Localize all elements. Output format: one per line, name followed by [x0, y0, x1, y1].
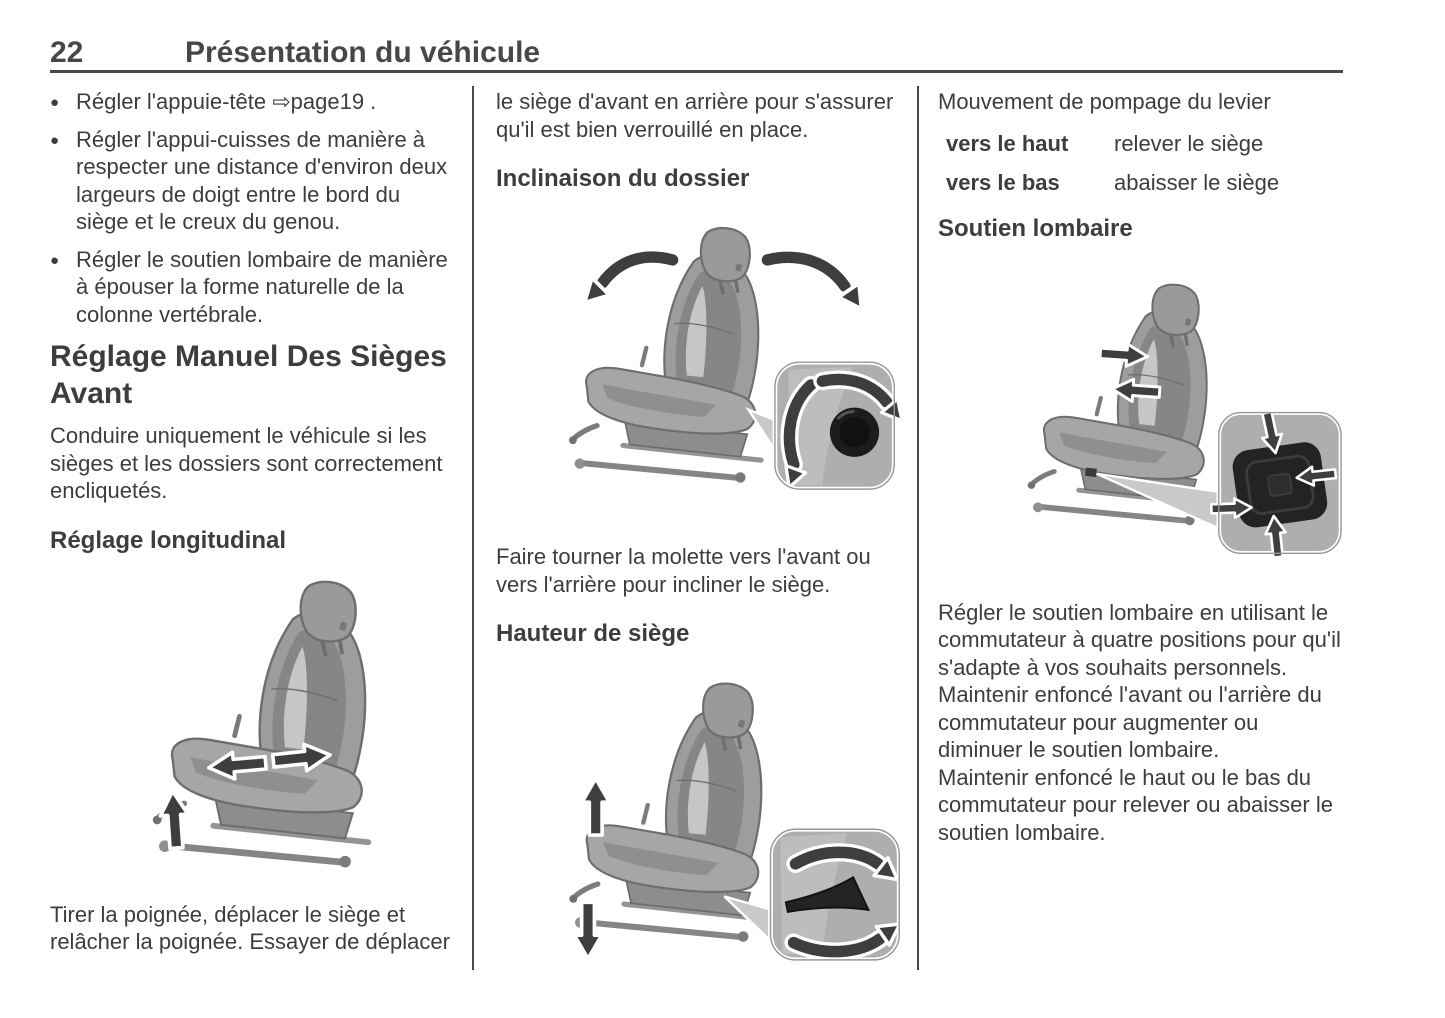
table-cell-result: relever le siège — [1114, 130, 1264, 156]
subheading-height: Hauteur de siège — [496, 620, 690, 647]
table-row — [938, 130, 1344, 158]
subheading-recline: Inclinaison du dossier — [496, 165, 750, 192]
seat-illustration-longitudinal — [120, 571, 450, 881]
lumbar-switch-on-seat — [1085, 467, 1097, 476]
intro-paragraph: Conduire uniquement le véhicule si les sièges et les dossiers sont correctement encliquetés. — [50, 423, 443, 503]
subheading-longitudinal: Réglage longitudinal — [50, 526, 287, 554]
seat-illustration-height — [540, 660, 905, 987]
bullet-text: Régler le soutien lombaire de manière à épouser la forme naturelle de la colonne vertébrale. — [76, 246, 448, 327]
longitudinal-instruction: Tirer la poignée, déplacer le siège et relâcher la poignée. Essayer de déplacer — [50, 901, 450, 954]
bullet-dot-icon: ● — [50, 131, 60, 149]
bullet-text: Régler l'appuie-tête ⇨page19 . — [76, 89, 377, 114]
height-lever-inset — [771, 829, 905, 960]
list-item — [50, 246, 452, 329]
page-number: 22 — [50, 36, 84, 69]
seat-illustration-lumbar — [1000, 257, 1345, 583]
continuation-paragraph: le siège d'avant en arrière pour s'assurer qu'il est bien verrouillé en place. — [496, 89, 894, 142]
seat-recline-graphic — [540, 205, 900, 527]
lever-direction-table — [938, 130, 1344, 197]
header-rule — [50, 70, 1343, 73]
bullet-text: Régler l'appui-cuisses de manière à respecter une distance d'environ deux largeurs de doigt entre le bord du siège et le creux du genou. — [76, 126, 448, 234]
table-cell-action: vers le haut — [946, 130, 1069, 156]
recline-knob-inset — [775, 362, 900, 491]
column-divider — [472, 86, 474, 970]
bullet-dot-icon: ● — [50, 94, 60, 111]
seat-lumbar-graphic — [1000, 257, 1345, 583]
list-item — [50, 126, 452, 236]
lumbar-switch-inset — [1211, 410, 1341, 558]
lumbar-instruction-line: Maintenir enfoncé le haut ou le bas du commutateur pour relever ou abaisser le soutien lombaire. — [938, 764, 1333, 845]
lever-intro: Mouvement de pompage du levier — [938, 89, 1271, 114]
section-heading: Réglage Manuel Des Sièges Avant — [50, 340, 447, 410]
column-middle — [496, 88, 896, 987]
table-cell-action: vers le bas — [946, 170, 1060, 195]
seat-longitudinal-graphic — [120, 571, 450, 881]
up-arrow-icon — [159, 790, 191, 849]
recline-instruction: Faire tourner la molette vers l'avant ou vers l'arrière pour incliner le siège. — [496, 544, 871, 597]
bullet-dot-icon: ● — [50, 251, 60, 269]
adjustment-bullet-list — [50, 88, 452, 328]
page-title: Présentation du véhicule — [185, 36, 541, 69]
seat-illustration-recline — [540, 205, 900, 527]
seat-height-graphic — [540, 660, 905, 987]
lumbar-instruction-line: Régler le soutien lombaire en utilisant le commutateur à quatre positions pour qu'il s'adapte à vos souhaits personnels. — [938, 599, 1341, 680]
table-cell-result: abaisser le siège — [1114, 170, 1280, 195]
lumbar-instructions — [938, 599, 1344, 847]
column-left — [50, 88, 452, 956]
lumbar-instruction-line: Maintenir enfoncé l'avant ou l'arrière du commutateur pour augmenter ou diminuer le soutien lombaire. — [938, 682, 1322, 762]
table-row — [938, 169, 1344, 197]
list-item — [50, 88, 452, 116]
column-divider — [917, 86, 919, 970]
subheading-lumbar: Soutien lombaire — [938, 214, 1133, 242]
column-right — [938, 88, 1344, 846]
